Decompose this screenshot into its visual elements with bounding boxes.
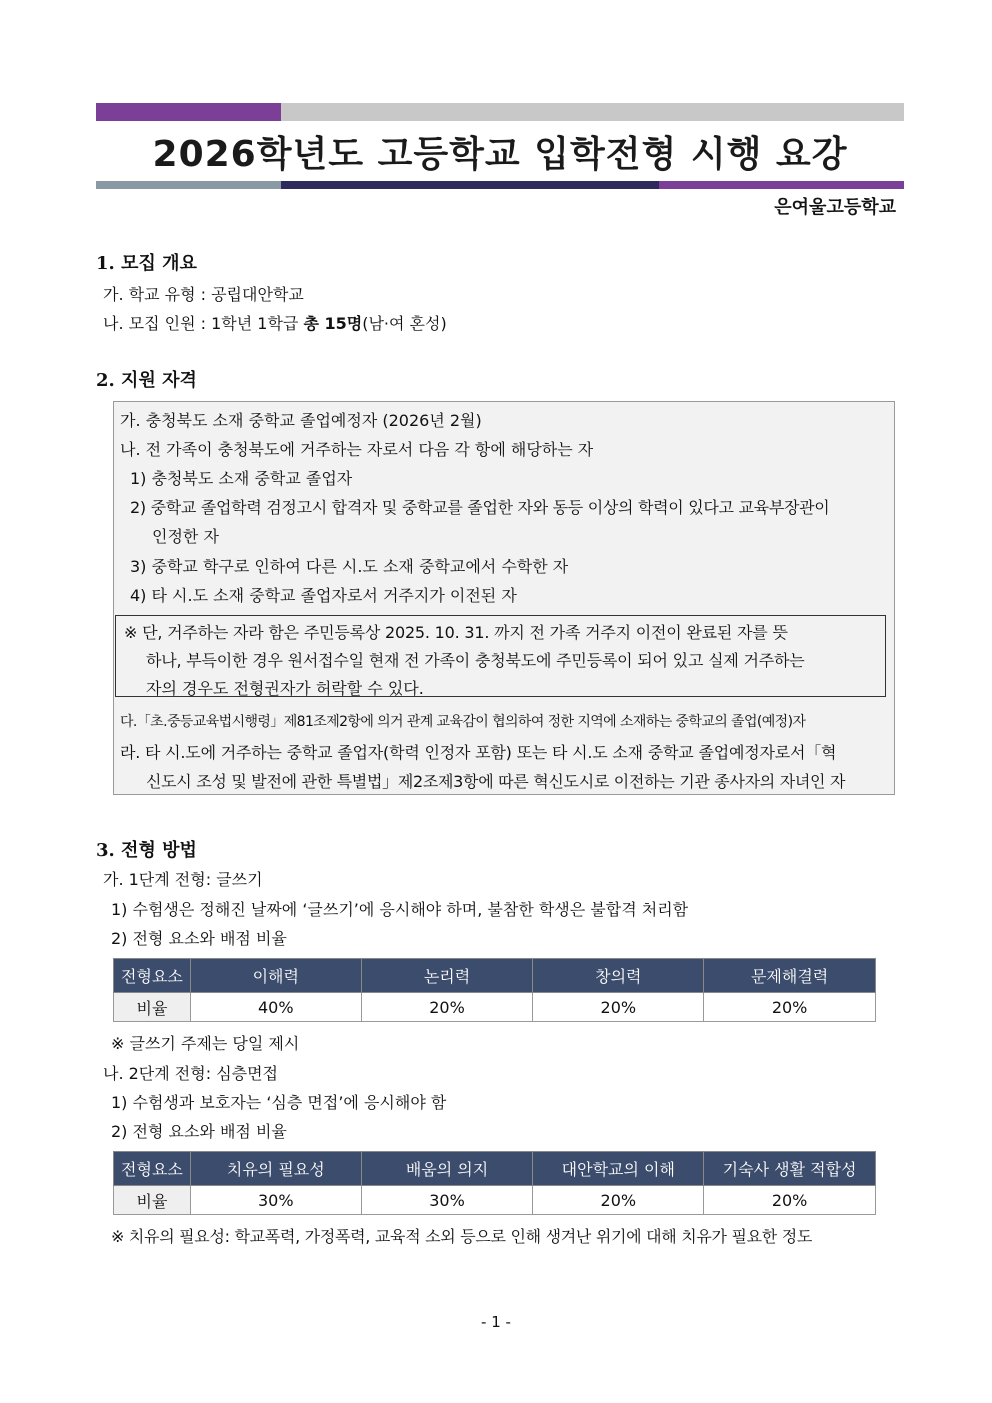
eligibility-sub-2-cont: 인정한 자 [152, 527, 219, 546]
header-bar-navy-bottom [281, 181, 659, 189]
stage-1-item-1: 1) 수험생은 정해진 날짜에 ‘글쓰기’에 응시해야 하며, 불참한 학생은 불합격 처리함 [111, 900, 689, 919]
school-name: 은여울고등학교 [774, 197, 896, 218]
stage-2-item-1: 1) 수험생과 보호자는 ‘심층 면접’에 응시해야 함 [111, 1093, 447, 1112]
eligibility-sub-1: 1) 충청북도 소재 중학교 졸업자 [130, 469, 353, 488]
page-title: 2026학년도 고등학교 입학전형 시행 요강 [152, 134, 848, 175]
stage-1-heading: 가. 1단계 전형: 글쓰기 [103, 870, 263, 889]
table-header-row [114, 959, 876, 993]
stage-2-item-2: 2) 전형 요소와 배점 비율 [111, 1122, 287, 1141]
eligibility-sub-4: 4) 타 시.도 소재 중학교 졸업자로서 거주지가 이전된 자 [130, 586, 517, 605]
header-bar-gray-top [281, 103, 904, 121]
table-cell: 20% [704, 993, 876, 1022]
eligibility-item-d-line-1: 라. 타 시.도에 거주하는 중학교 졸업자(학력 인정자 포함) 또는 타 시.도 소재 중학교 졸업예정자로서「혁 [120, 743, 837, 762]
table-header-cell: 창의력 [533, 959, 704, 993]
table-cell: 20% [361, 993, 533, 1022]
table-cell: 20% [533, 993, 704, 1022]
eligibility-item-a: 가. 충청북도 소재 중학교 졸업예정자 (2026년 2월) [120, 411, 482, 430]
eligibility-sub-3: 3) 중학교 학구로 인하여 다른 시.도 소재 중학교에서 수학한 자 [130, 557, 569, 576]
residence-note-line-2: 하나, 부득이한 경우 원서접수일 현재 전 가족이 충청북도에 주민등록이 되어 있고 실제 거주하는 [146, 651, 805, 670]
table-cell: 30% [190, 1186, 361, 1215]
table-cell: 40% [190, 993, 361, 1022]
eligibility-item-d-line-2: 신도시 조성 및 발전에 관한 특별법」제2조제3항에 따른 혁신도시로 이전하는 기관 종사자의 자녀인 자 [146, 772, 846, 791]
header-bar-purple-top [96, 103, 281, 121]
table-cell: 비율 [114, 1186, 191, 1215]
table-header-cell: 전형요소 [114, 959, 191, 993]
table-header-cell: 문제해결력 [704, 959, 876, 993]
table-header-cell: 치유의 필요성 [190, 1152, 361, 1186]
table-header-cell: 기숙사 생활 적합성 [704, 1152, 876, 1186]
section-2-heading: 2. 지원 자격 [96, 370, 197, 391]
stage-2-weight-table [113, 1151, 876, 1215]
enrollment-line [103, 311, 447, 334]
table-header-row [114, 1152, 876, 1186]
residence-note-line-1: ※ 단, 거주하는 자라 함은 주민등록상 2025. 10. 31. 까지 전 가족 거주지 이전이 완료된 자를 뜻 [124, 623, 788, 642]
table-cell: 20% [533, 1186, 704, 1215]
section-1-heading: 1. 모집 개요 [96, 253, 197, 274]
table-cell: 20% [704, 1186, 876, 1215]
table-cell: 30% [361, 1186, 533, 1215]
stage-2-note: ※ 치유의 필요성: 학교폭력, 가정폭력, 교육적 소외 등으로 인해 생겨난 위기에 대해 치유가 필요한 정도 [111, 1227, 813, 1246]
header-bar-slate-bottom [96, 181, 281, 189]
enrollment-total: 총 15명 [303, 314, 363, 333]
residence-note-line-3: 자의 경우도 전형권자가 허락할 수 있다. [146, 679, 424, 698]
stage-1-weight-table [113, 958, 876, 1022]
table-header-cell: 논리력 [361, 959, 533, 993]
stage-1-item-2: 2) 전형 요소와 배점 비율 [111, 929, 287, 948]
table-header-cell: 배움의 의지 [361, 1152, 533, 1186]
table-cell: 비율 [114, 993, 191, 1022]
eligibility-sub-2: 2) 중학교 졸업학력 검정고시 합격자 및 중학교를 졸업한 자와 동등 이상의 학력이 있다고 교육부장관이 [130, 498, 830, 517]
enrollment-pre: 나. 모집 인원 : 1학년 1학급 [103, 314, 304, 333]
table-header-cell: 이해력 [190, 959, 361, 993]
table-header-cell: 대안학교의 이해 [533, 1152, 704, 1186]
table-header-cell: 전형요소 [114, 1152, 191, 1186]
table-row [114, 993, 876, 1022]
page-number: - 1 - [481, 1313, 511, 1331]
school-type-line: 가. 학교 유형 : 공립대안학교 [103, 285, 304, 304]
table-row [114, 1186, 876, 1215]
stage-1-note: ※ 글쓰기 주제는 당일 제시 [111, 1034, 300, 1053]
enrollment-post: (남·여 혼성) [362, 314, 447, 333]
header-bar-purple-bottom [659, 181, 904, 189]
stage-2-heading: 나. 2단계 전형: 심층면접 [103, 1064, 279, 1083]
section-3-heading: 3. 전형 방법 [96, 840, 197, 861]
eligibility-item-c: 다.「초.중등교육법시행령」제81조제2항에 의거 관계 교육감이 협의하여 정한 지역에 소재하는 중학교의 졸업(예정)자 [120, 714, 806, 730]
eligibility-item-b: 나. 전 가족이 충청북도에 거주하는 자로서 다음 각 항에 해당하는 자 [120, 440, 594, 459]
